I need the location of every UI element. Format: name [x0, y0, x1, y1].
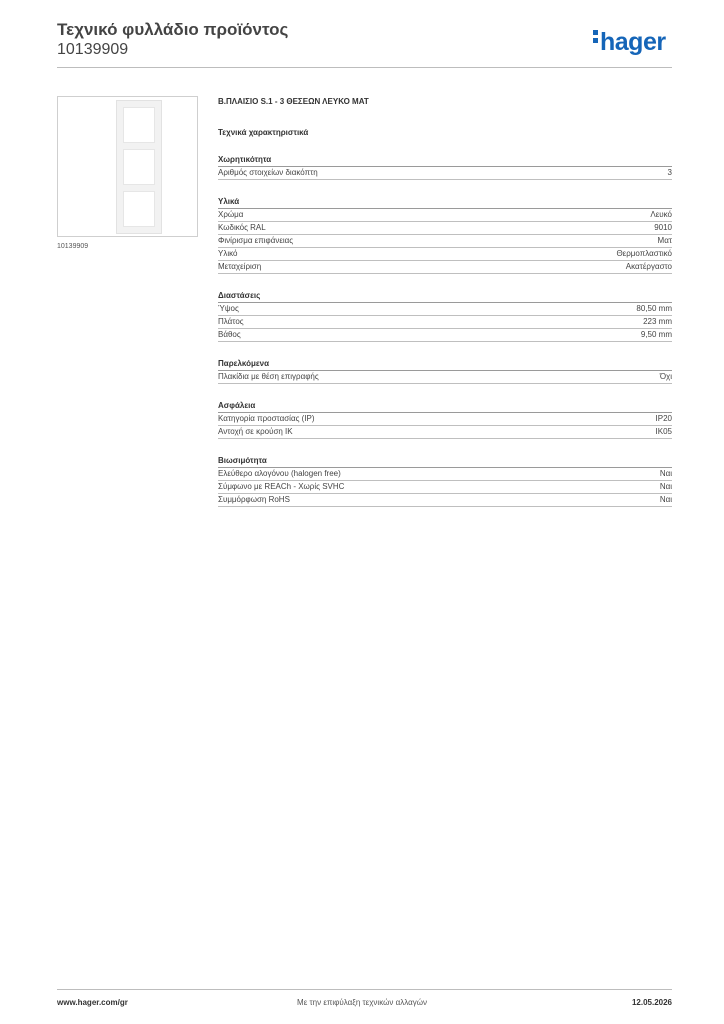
- spec-value: Θερμοπλαστικό: [616, 249, 672, 258]
- header-divider: [57, 67, 672, 68]
- spec-value: 9010: [654, 223, 672, 232]
- spec-value: Ναι: [659, 469, 672, 478]
- spec-row: [218, 261, 672, 274]
- spec-value: Όχι: [659, 372, 672, 381]
- spec-row: [218, 303, 672, 316]
- spec-section: [218, 154, 672, 180]
- section-title: Διαστάσεις: [218, 290, 672, 303]
- spec-section: [218, 400, 672, 439]
- footer-date: 12.05.2026: [631, 998, 672, 1007]
- footer-divider: [57, 989, 672, 990]
- spec-label: Αριθμός στοιχείων διακόπτη: [218, 168, 318, 177]
- spec-value: IP20: [655, 414, 672, 423]
- frame-cell: [123, 191, 155, 227]
- footer-website[interactable]: www.hager.com/gr: [57, 998, 128, 1007]
- spec-label: Κωδικός RAL: [218, 223, 266, 232]
- spec-value: Ναι: [659, 495, 672, 504]
- spec-value: 80,50 mm: [636, 304, 672, 313]
- frame-cell: [123, 149, 155, 185]
- spec-label: Φινίρισμα επιφάνειας: [218, 236, 294, 245]
- product-code: 10139909: [57, 41, 129, 58]
- spec-row: [218, 235, 672, 248]
- tech-specs-heading: Τεχνικά χαρακτηριστικά: [218, 128, 309, 137]
- spec-sections: [218, 154, 672, 507]
- spec-section: [218, 290, 672, 342]
- spec-row: [218, 481, 672, 494]
- spec-value: Ματ: [657, 236, 672, 245]
- spec-section: [218, 196, 672, 274]
- spec-value: 223 mm: [643, 317, 672, 326]
- footer-notice: Με την επιφύλαξη τεχνικών αλλαγών: [297, 998, 427, 1007]
- spec-section: [218, 455, 672, 507]
- frame-cell: [123, 107, 155, 143]
- spec-section: [218, 358, 672, 384]
- spec-value: 3: [667, 168, 672, 177]
- spec-row: [218, 316, 672, 329]
- spec-row: [218, 209, 672, 222]
- spec-row: [218, 329, 672, 342]
- product-name: Β.ΠΛΑΙΣΙΟ S.1 - 3 ΘΕΣΕΩΝ ΛΕΥΚΟ ΜΑΤ: [218, 97, 369, 106]
- spec-label: Συμμόρφωση RoHS: [218, 495, 290, 504]
- section-title: Υλικά: [218, 196, 672, 209]
- logo-dots-icon: [593, 30, 598, 46]
- spec-value: Ναι: [659, 482, 672, 491]
- spec-value: IK05: [655, 427, 672, 436]
- spec-row: [218, 222, 672, 235]
- spec-label: Ύψος: [218, 304, 239, 313]
- spec-row: [218, 167, 672, 180]
- spec-value: 9,50 mm: [640, 330, 672, 339]
- spec-value: Λευκό: [650, 210, 672, 219]
- product-image: [57, 96, 198, 237]
- section-title: Χωρητικότητα: [218, 154, 672, 167]
- hager-logo: [593, 28, 666, 56]
- spec-row: [218, 413, 672, 426]
- section-title: Ασφάλεια: [218, 400, 672, 413]
- image-caption: 10139909: [57, 243, 89, 250]
- spec-label: Βάθος: [218, 330, 241, 339]
- spec-content: [218, 97, 672, 507]
- spec-label: Σύμφωνο με REACh - Χωρίς SVHC: [218, 482, 345, 491]
- spec-row: [218, 468, 672, 481]
- spec-row: [218, 248, 672, 261]
- spec-label: Αντοχή σε κρούση IK: [218, 427, 293, 436]
- spec-label: Υλικό: [218, 249, 238, 258]
- logo-text: hager: [600, 28, 666, 56]
- page-header: [57, 20, 288, 59]
- section-title: Παρελκόμενα: [218, 358, 672, 371]
- spec-label: Κατηγορία προστασίας (IP): [218, 414, 315, 423]
- spec-value: Ακατέργαστο: [625, 262, 672, 271]
- frame-3-gang-icon: [116, 100, 162, 234]
- spec-row: [218, 426, 672, 439]
- section-title: Βιωσιμότητα: [218, 455, 672, 468]
- spec-label: Ελεύθερο αλογόνου (halogen free): [218, 469, 341, 478]
- spec-label: Πλάτος: [218, 317, 244, 326]
- document-title: Τεχνικό φυλλάδιο προϊόντος: [57, 20, 289, 39]
- spec-label: Χρώμα: [218, 210, 244, 219]
- spec-row: [218, 371, 672, 384]
- spec-label: Πλακίδια με θέση επιγραφής: [218, 372, 319, 381]
- spec-label: Μεταχείριση: [218, 262, 262, 271]
- spec-row: [218, 494, 672, 507]
